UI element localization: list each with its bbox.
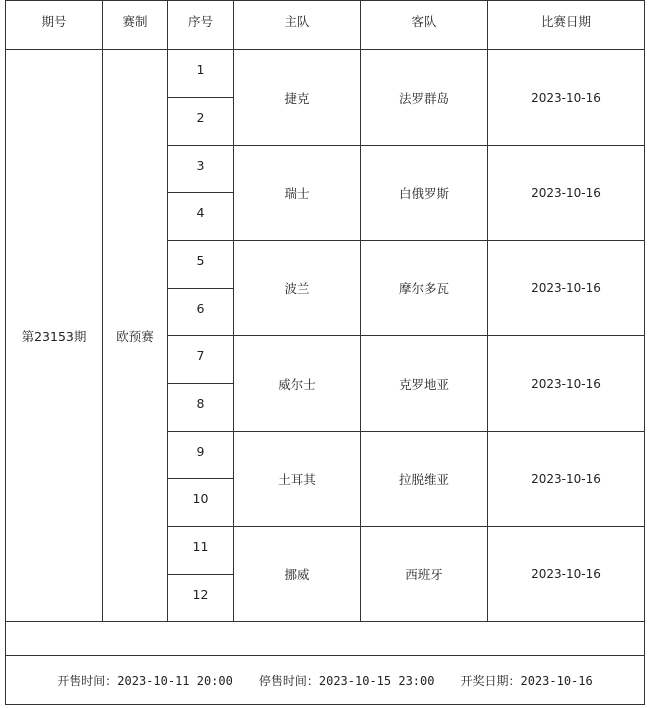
seq-cell: 12 — [168, 575, 234, 622]
sale-start-label: 开售时间： — [57, 673, 118, 688]
home-team-cell: 土耳其 — [234, 432, 361, 527]
seq-cell: 2 — [168, 98, 234, 146]
sale-stop-label: 停售时间： — [258, 673, 319, 688]
match-date-cell: 2023-10-16 — [488, 146, 645, 241]
match-date-cell: 2023-10-16 — [488, 241, 645, 336]
match-date-cell: 2023-10-16 — [488, 432, 645, 527]
header-format: 赛制 — [103, 1, 168, 50]
home-team-cell: 威尔士 — [234, 336, 361, 432]
sale-stop — [259, 672, 435, 689]
header-away: 客队 — [361, 1, 488, 50]
header-row — [6, 1, 645, 50]
format-cell: 欧预赛 — [103, 50, 168, 622]
issue-cell: 第23153期 — [6, 50, 103, 622]
seq-cell: 5 — [168, 241, 234, 289]
away-team-cell: 拉脱维亚 — [361, 432, 488, 527]
draw-date-label: 开奖日期： — [460, 673, 521, 688]
home-team-cell: 捷克 — [234, 50, 361, 146]
sale-start — [57, 672, 233, 689]
seq-cell: 10 — [168, 479, 234, 527]
blank-row — [6, 622, 645, 656]
seq-cell: 3 — [168, 146, 234, 193]
away-team-cell: 摩尔多瓦 — [361, 241, 488, 336]
header-date: 比赛日期 — [488, 1, 645, 50]
away-team-cell: 法罗群岛 — [361, 50, 488, 146]
footer-row — [6, 656, 645, 705]
seq-cell: 4 — [168, 193, 234, 241]
seq-cell: 11 — [168, 527, 234, 575]
sale-stop-value: 2023-10-15 23:00 — [318, 673, 435, 688]
match-date-cell: 2023-10-16 — [488, 336, 645, 432]
home-team-cell: 挪威 — [234, 527, 361, 622]
draw-date — [460, 672, 592, 689]
seq-cell: 7 — [168, 336, 234, 384]
header-seq: 序号 — [168, 1, 234, 50]
footer-cell — [6, 656, 645, 705]
match-date-cell: 2023-10-16 — [488, 527, 645, 622]
blank-cell — [6, 622, 645, 656]
draw-date-value: 2023-10-16 — [520, 673, 593, 688]
seq-cell: 9 — [168, 432, 234, 479]
schedule-table — [5, 0, 645, 705]
match-date-cell: 2023-10-16 — [488, 50, 645, 146]
seq-cell: 1 — [168, 50, 234, 98]
away-team-cell: 克罗地亚 — [361, 336, 488, 432]
header-home: 主队 — [234, 1, 361, 50]
home-team-cell: 瑞士 — [234, 146, 361, 241]
home-team-cell: 波兰 — [234, 241, 361, 336]
away-team-cell: 西班牙 — [361, 527, 488, 622]
seq-cell: 6 — [168, 289, 234, 336]
away-team-cell: 白俄罗斯 — [361, 146, 488, 241]
header-issue: 期号 — [6, 1, 103, 50]
sale-start-value: 2023-10-11 20:00 — [117, 673, 233, 688]
sale-info — [6, 672, 644, 689]
table-row — [6, 50, 645, 98]
seq-cell: 8 — [168, 384, 234, 432]
